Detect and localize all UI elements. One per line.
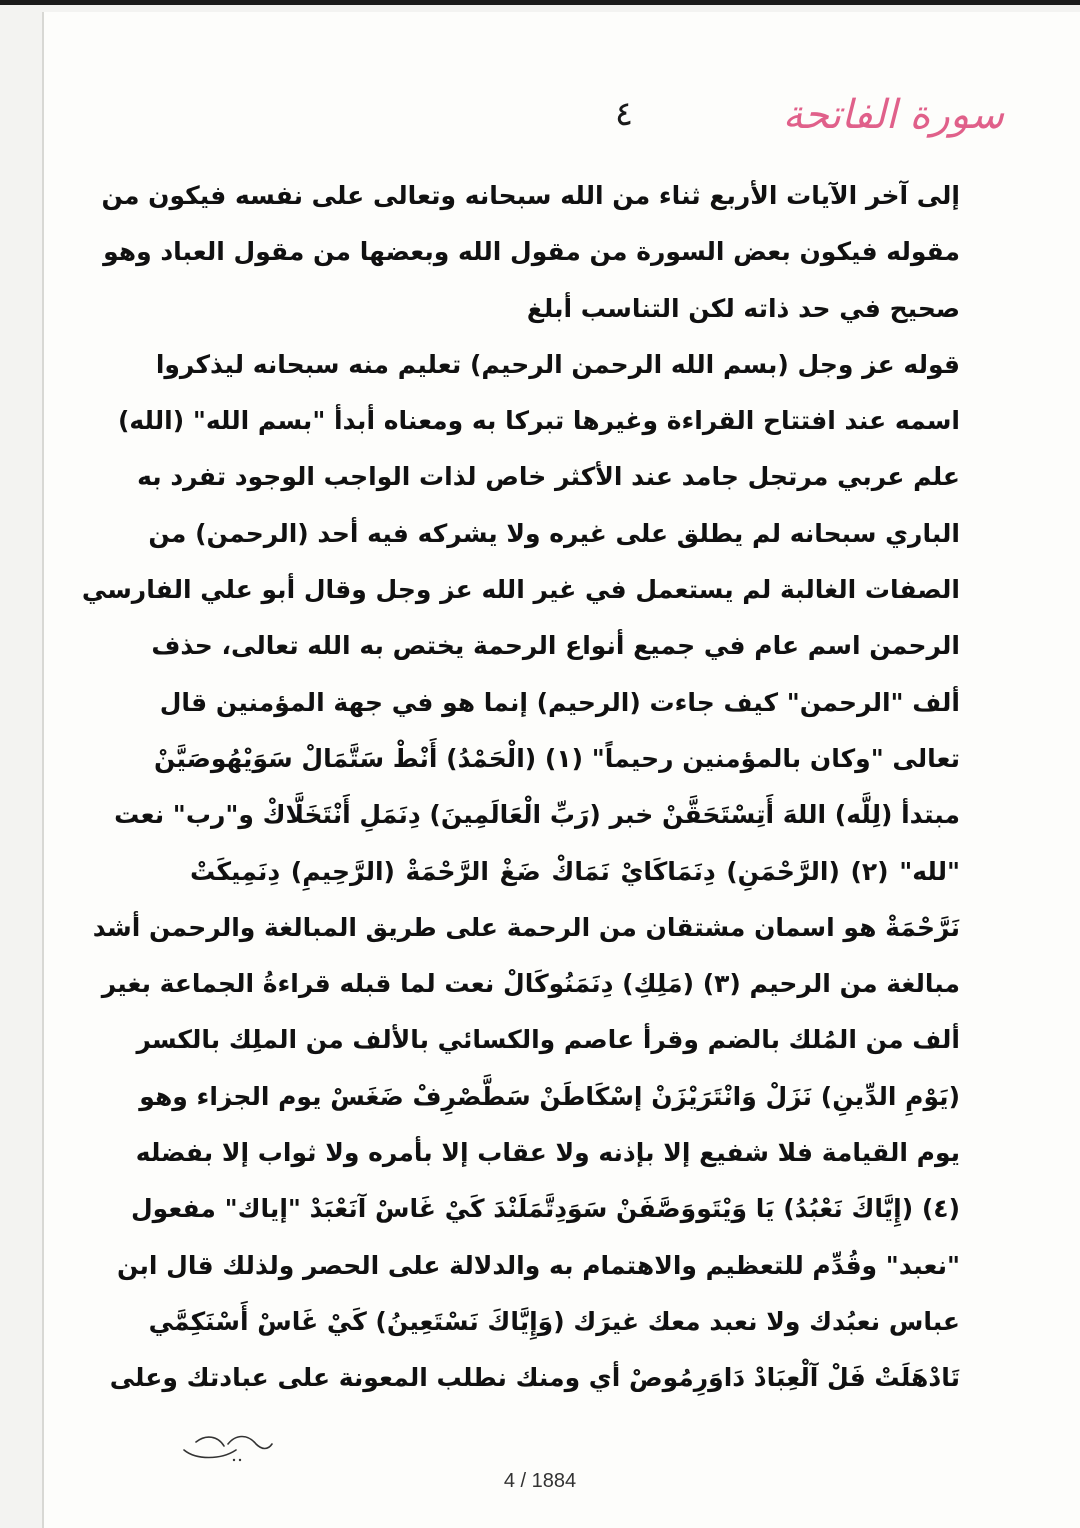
- text-line: الباري سبحانه لم يطلق على غيره ولا يشركه فيه أحد (الرحمن) من: [148, 518, 960, 548]
- text-line: تعالى "وكان بالمؤمنين رحيماً" (١) (الْحَمْدُ) أَنْطْ سَتَّمَالْ سَوَيْهُوصَيَّنْ: [154, 743, 960, 773]
- text-line: (يَوْمِ الدِّينِ) نَزَلْ وَانْتَرَيْزَنْ إسْكَاطَنْ سَطَّصْرِفْ ضَغَسْ يوم الجزاء وهو: [139, 1081, 960, 1111]
- text-line: ألف "الرحمن" كيف جاءت (الرحيم) إنما هو في جهة المؤمنين قال: [159, 687, 960, 717]
- text-line: إلى آخر الآيات الأربع ثناء من الله سبحانه وتعالى على نفسه فيكون من: [101, 181, 960, 210]
- text-line: "لله" (٢) (الرَّحْمَنِ) دِنَمَاكَايْ نَمَاكْ ضَغْ الرَّحْمَةْ (الرَّحِيمِ) دِنَمِيكَتْ: [190, 856, 960, 886]
- text-line: قوله عز وجل (بسم الله الرحمن الرحيم) تعليم منه سبحانه ليذكروا: [155, 349, 960, 379]
- handwritten-signature: [176, 1420, 276, 1470]
- text-line: ألف من المُلك بالضم وقرأ عاصم والكسائي بالألف من الملِك بالكسر: [136, 1025, 960, 1055]
- text-line: عباس نعبُدك ولا نعبد معك غيرَك (وَإِيَّاكَ نَسْتَعِينُ) كَيْ غَاسْ أَسْنَكِمَّي: [148, 1306, 960, 1336]
- text-line: صحيح في حد ذاته لكن التناسب أبلغ: [526, 293, 960, 323]
- text-line: (٤) (إِيَّاكَ نَعْبُدُ) يَا وَيْتَووَصَّفَنْ سَوَدِتَّمَلَنْدَ كَيْ غَاسْ آنَعْبَدْ "إياك" مفعول: [130, 1194, 960, 1224]
- surah-heading-handwritten: سورة الفاتحة: [782, 92, 1004, 138]
- text-line: الرحمن اسم عام في جميع أنواع الرحمة يختص به الله تعالى، حذف: [151, 631, 960, 661]
- text-line: مقوله فيكون بعض السورة من مقول الله وبعضها من مقول العباد وهو: [103, 237, 960, 267]
- text-line: الصفات الغالبة لم يستعمل في غير الله عز وجل وقال أبو علي الفارسي: [81, 575, 960, 605]
- page-indicator: 4 / 1884: [503, 1470, 577, 1492]
- text-line: يوم القيامة فلا شفيع إلا بإذنه ولا عقاب إلا بأمره ولا ثواب إلا بفضله: [135, 1138, 960, 1168]
- text-line: "نعبد" وقُدِّم للتعظيم والاهتمام به والدلالة على الحصر ولذلك قال ابن: [116, 1250, 960, 1280]
- page-body-text: [81, 168, 960, 1407]
- text-line: مبتدأ (لِلَّه) اللهَ أَتِسْتَحَقَّنْ خبر (رَبِّ الْعَالَمِينَ) دِنَمَلِ أَنْتَخَلَّاكْ و"رب" نعت: [114, 800, 960, 830]
- viewer-top-edge: [0, 0, 1080, 5]
- text-line: علم عربي مرتجل جامد عند الأكثر خاص لذات الواجب الوجود تفرد به: [137, 462, 960, 492]
- text-line: اسمه عند افتتاح القراءة وغيرها تبركا به ومعناه أبدأ "بسم الله" (الله): [117, 406, 960, 436]
- text-line: تَادْهَلَتْ فَلْ آلْعِبَادْ دَاوَرِمُوصْ أي ومنك نطلب المعونة على عبادتك وعلى: [109, 1363, 960, 1393]
- text-line: نَرَّحْمَةْ هو اسمان مشتقان من الرحمة على طريق المبالغة والرحمن أشد: [92, 912, 960, 942]
- page-number: ٤: [614, 94, 634, 134]
- text-line: مبالغة من الرحيم (٣) (مَلِكِ) دِنَمَنُوكَالْ نعت لما قبله قراءةُ الجماعة بغير: [101, 969, 960, 999]
